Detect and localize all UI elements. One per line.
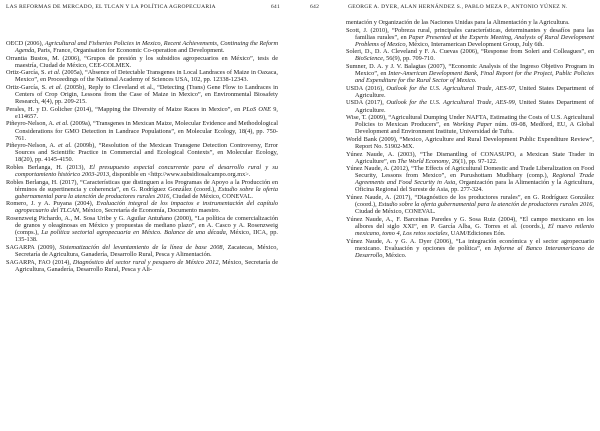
reference-entry	[6, 55, 278, 69]
reference-title: Outlook for the U.S. Agricultural Trade, AES-97	[386, 84, 515, 92]
right-page	[304, 0, 596, 431]
left-page-number: 641	[270, 4, 280, 10]
left-page	[0, 0, 288, 431]
reference-title: Working Paper	[452, 121, 493, 129]
reference-text: , United States Department of Agriculture.	[355, 99, 594, 114]
reference-text: Rosenzweig Pichardo, A., M. Sosa Uribe y G. Aguilar Antuñano (2000), “La política de comercialización de granos y oleaginosas en México y propuestas de mediano plazo”, en A. Casco y A. Rosenzweig (comps.),	[6, 215, 278, 237]
reference-entry	[346, 216, 594, 237]
reference-text: , Zacatecas, México, Secretaría de Agricultura, Ganadería, Desarrollo Rural, Pesca y Alimentación.	[15, 243, 278, 258]
reference-title: Diagnóstico del sector rural y pesquero de México 2012	[72, 258, 219, 266]
reference-text: , México, Secretaría de Agricultura, Ganadería, Desarrollo Rural, Pesca y Ali-	[15, 258, 278, 273]
reference-entry	[6, 106, 278, 120]
reference-title: Paper Presented at the Experts Meeting, Analysis of Rural Development Problems of Mexico	[355, 33, 595, 48]
reference-entry	[346, 48, 594, 62]
reference-title: Agricultural and Fisheries Policies in Mexico, Recent Achievements, Continuing the Reform Agenda	[15, 40, 278, 55]
reference-entry	[6, 84, 278, 105]
reference-title: et al.	[47, 69, 61, 77]
reference-text: , UAM/Ediciones Eón.	[447, 229, 506, 237]
reference-title: BioScience	[355, 55, 383, 63]
reference-title: Estudio sobre la oferta gubernamental para la atención de productores rurales 2016	[15, 185, 278, 200]
reference-title: PLoS ONE	[242, 105, 272, 113]
reference-text: Ortiz-García, S.	[6, 84, 49, 92]
reference-entry	[6, 120, 278, 141]
reference-entry	[346, 136, 594, 150]
reference-text: , México, IICA, pp. 135-138.	[15, 229, 279, 244]
reference-entry	[6, 200, 278, 214]
reference-text: , Paris, France, Organisation for Economic Co-operation and Development.	[34, 47, 225, 55]
reference-text: Orrantia Bustos, M. (2006), “Grupos de presión y los subsidios agropecuarios en México”, tesis de maestría, Ciudad de México, CEE-COLMEX.	[6, 54, 278, 69]
reference-text: Wise, T. (2009), “Agricultural Dumping Under NAFTA, Estimating the Costs of U.S. Agricultural Policies to Mexican Producers”, en	[346, 114, 594, 129]
reference-text: (2005a), “Absence of Detectable Transgenes in Local Landraces of Maize in Oaxaca, Mexico”, en Proceedings of the National Academy of Sciences USA, 102, pp. 12338-12343.	[15, 69, 278, 84]
reference-title: et al.	[56, 120, 69, 128]
reference-title: Sistematización del levantamiento de la línea de base 2008	[59, 243, 223, 251]
right-page-number: 642	[310, 4, 320, 10]
reference-text: Piñeyro-Nelson, A.	[6, 120, 57, 128]
reference-text: Soleri, D., D. A. Cleveland y F. A. Cuevas (2006), “Response from Soleri and Colleagues”, en	[346, 48, 594, 56]
reference-text: (2009a), “Transgenes in Mexican Maize, Molecular Evidence and Methodological Considerations for GMO Detection in Landrace Populations”, en Molecular Ecology, 18(4), pp. 750-761.	[15, 120, 278, 142]
reference-text: 9, e114657.	[15, 105, 278, 120]
right-running-title: GEORGE A. DYER, ALAN HERNÁNDEZ S., PABLO MEZA P., ANTONIO YÚNEZ N.	[348, 4, 568, 10]
reference-text: , Ciudad de México, CONEVAL.	[169, 192, 253, 200]
reference-entry	[346, 99, 594, 113]
reference-title: Estudio sobre la oferta gubernamental para la atención de productores rurales 2016	[378, 201, 593, 209]
reference-text: Yúnez Naude, A. y G. A. Dyer (2006), “La integración económica y el sector agropecuario mexicano. Evaluación y opciones de política”, en	[346, 237, 594, 252]
reference-text: Romero, J. y A. Puyana (2004),	[6, 200, 97, 208]
reference-text: , disponible en <http://www.subsidiosalcampo.org.mx>.	[109, 171, 251, 178]
reference-text: Yúnez Naude, A. (2003), “The Dismantling of CONASUPO, a Mexican State Trader in Agriculture”, en	[346, 150, 594, 165]
reference-text: núm. 09-08, Medford, EU, A Global Development and Environment Institute, Universidad de Tufts.	[355, 121, 595, 136]
reference-entry	[346, 63, 594, 84]
reference-entry	[6, 244, 278, 258]
reference-text: Piñeyro-Nelson, A.	[6, 142, 59, 150]
reference-text: , Ciudad de México, CONEVAL.	[355, 201, 594, 216]
reference-text: , México, Interamerican Development Group, July 6th.	[405, 40, 544, 48]
right-reference-list	[346, 19, 594, 259]
reference-entry	[346, 114, 594, 135]
reference-entry	[6, 179, 278, 200]
reference-entry	[6, 259, 278, 273]
reference-title: El presupuesto especial concurrente para el desarrollo rural y su comportamiento histórico 2003-2013	[15, 163, 278, 178]
reference-text: Yúnez Naude, A. (2012), “The Effects of Agricultural Domestic and Trade Liberalization on Food Security, Lessons from Mexico”, en Purushottam Mudbhary (comp.),	[346, 165, 594, 180]
reference-text: USDA (2016),	[346, 84, 387, 92]
reference-entry	[6, 164, 278, 178]
reference-text: (2009b), “Resolution of the Mexican Transgene Detection Controversy, Error Sources and Scientific Practice in Commercial and Ecological Contexts”, en Molecular Ecology, 18(20), pp. 4145-4150.	[15, 142, 278, 164]
reference-text: .	[474, 77, 477, 85]
reference-text: , México.	[382, 251, 407, 259]
reference-entry	[346, 19, 594, 26]
reference-title: The World Economy	[397, 157, 449, 165]
reference-text: USDA (2017),	[346, 99, 387, 107]
reference-title: Regional Trade Agreements and Food Security in Asia	[355, 172, 594, 187]
reference-title: Informe al Banco Interamericano de Desarrollo	[355, 244, 594, 259]
reference-text: Perales, H. y D. Golicher (2014), “Mapping the Diversity of Maize Races in Mexico”, en	[6, 105, 243, 113]
reference-title: La política sectorial agropecuaria en México. Balance de una década	[41, 229, 226, 237]
reference-entry	[346, 85, 594, 99]
reference-text: , México, Secretaría de Economía, Documento maestro.	[79, 207, 221, 215]
reference-entry	[6, 142, 278, 163]
left-reference-list	[6, 40, 278, 273]
reference-entry	[346, 27, 594, 48]
reference-entry	[6, 40, 278, 54]
reference-entry	[346, 194, 594, 215]
reference-text: Scott, J. (2010), “Pobreza rural, principales características, determinantes y desafíos para las familias rurales”, en	[346, 26, 594, 41]
reference-text: SAGARPA, FAO (2014),	[6, 258, 73, 266]
reference-title: et al.	[58, 142, 72, 150]
reference-text: Yúnez Naude, A., F. Barceinas Paredes y G. Sosa Ruiz (2004), “El campo mexicano en los albores del siglo XXI”, en P. García Alba, G. Torres et al. (coords.),	[346, 215, 594, 230]
reference-title: El nuevo milenio mexicano, tomo 4, Los retos sociales	[355, 222, 594, 237]
reference-title: Inter-American Development Bank, Final Report for the Project, Public Policies and Expenditure for the Rural Sector of Mexico	[355, 70, 594, 85]
reference-text: (2005b), Reply to Cleveland et al., “Detecting (Trans) Gene Flow to Landraces in Centers of Crop Origin, Lessons from the Case of Maize in Mexico”, en Environmental Biosafety Research, 4(4), pp. 209-215.	[15, 84, 278, 106]
reference-entry	[6, 69, 278, 83]
reference-entry	[346, 238, 594, 259]
reference-text: mentación y Organización de las Naciones Unidas para la Alimentación y la Agricultura.	[346, 19, 570, 26]
reference-text: , United States Department of Agriculture.	[355, 84, 594, 99]
reference-text: Robles Berlanga, H. (2017), “Características que distinguen a los Programas de Apoyo a la Producción en términos de supertinencia y coherencia”, en G. Rodríguez González (coord.),	[6, 178, 278, 193]
reference-text: SAGARPA (2009),	[6, 243, 60, 251]
reference-text: World Bank (2009), “Mexico, Agriculture and Rural Development Public Expenditure Review”, Report No. 51902-MX.	[346, 135, 594, 150]
reference-text: Robles Berlanga, H. (2013),	[6, 163, 90, 171]
reference-title: et al.	[48, 84, 63, 92]
reference-text: OECD (2006),	[6, 40, 45, 47]
reference-entry	[346, 151, 594, 165]
reference-title: Outlook for the U.S. Agricultural Trade, AES-99	[386, 99, 515, 107]
reference-text: , 26(1), pp. 97-122.	[448, 157, 498, 165]
reference-text: , 56(9), pp. 709-710.	[382, 55, 435, 63]
reference-entry	[346, 165, 594, 193]
reference-text: , Organización para la Alimentación y la Agricultura, Oficina Regional del Sureste de Asia, pp. 277-324.	[355, 179, 594, 194]
reference-text: Yúnez Naude, A. (2017), “Diagnóstico de los productores rurales”, en G. Rodríguez González (coord.),	[346, 194, 594, 209]
reference-title: Evaluación integral de los impactos e instrumentación del capítulo agropecuario del TLCAN	[15, 200, 278, 215]
left-running-title: LAS REFORMAS DE MERCADO, EL TLCAN Y LA POLÍTICA AGROPECUARIA	[6, 4, 216, 10]
reference-entry	[6, 215, 278, 243]
reference-text: Sumner, D. A. y J. V. Balagtas (2007), “Economic Analysis of the Ingreso Objetivo Program in Mexico”, en	[346, 63, 594, 78]
reference-text: Ortiz-García, S.	[6, 69, 48, 77]
